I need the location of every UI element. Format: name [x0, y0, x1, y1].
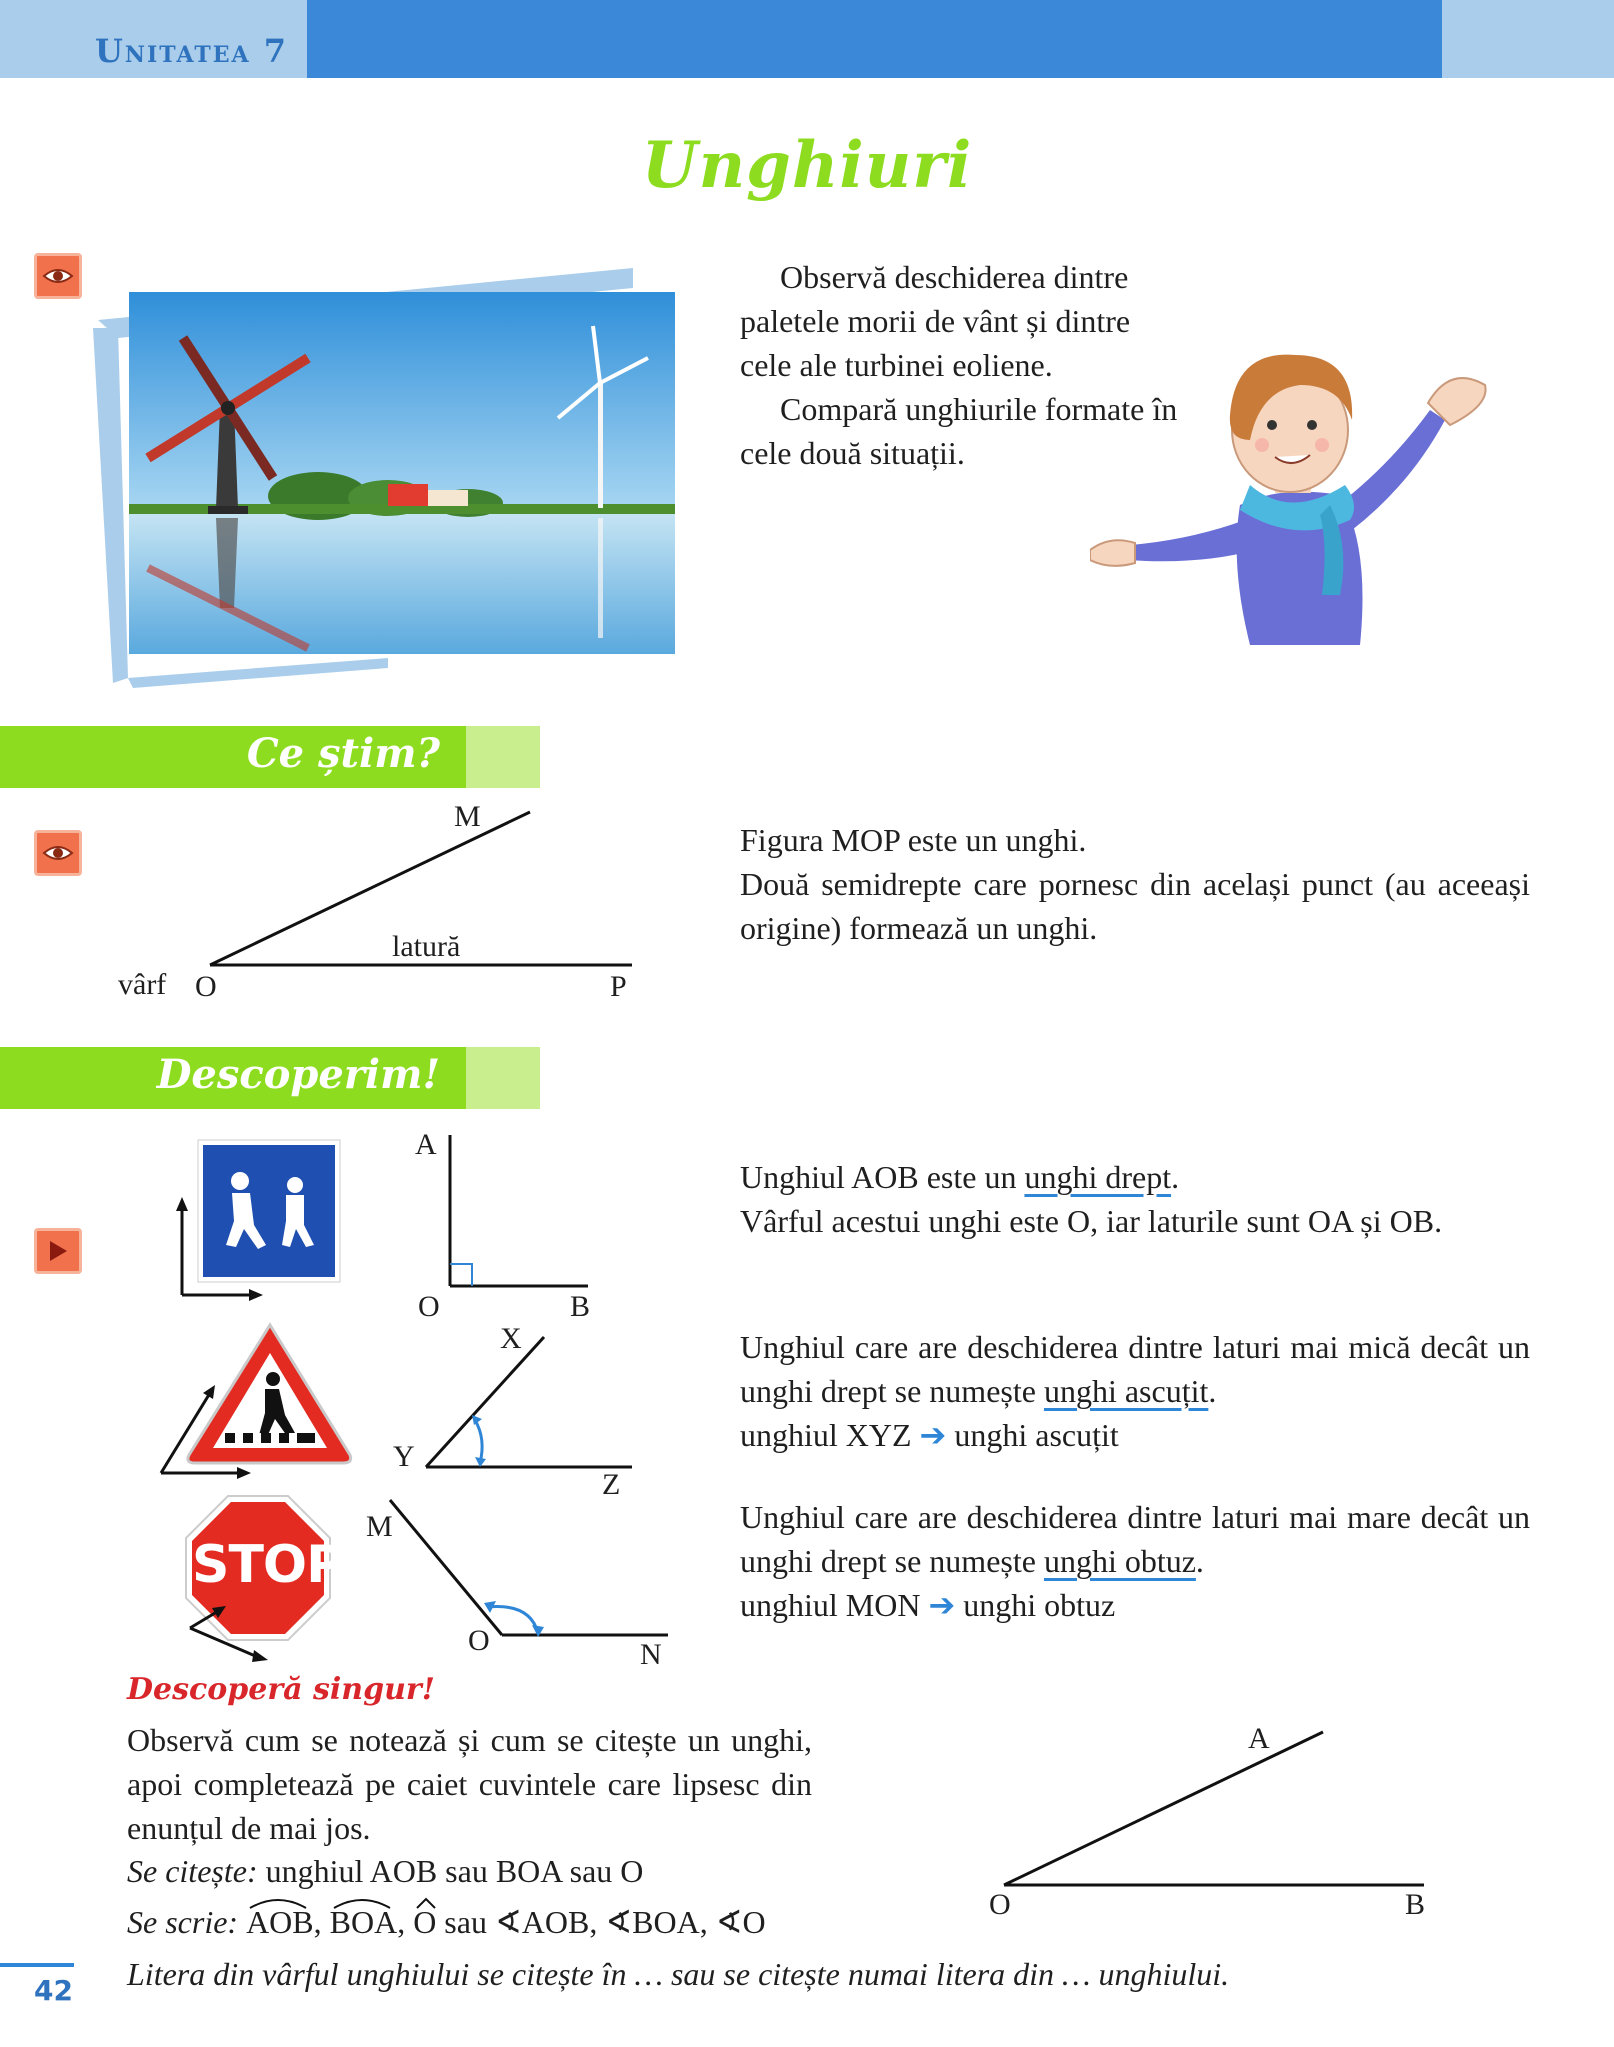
- section-heading-descoperim: [0, 1047, 540, 1109]
- point-label-o: O: [418, 1290, 440, 1323]
- stop-sign-label: STOP: [192, 1535, 344, 1595]
- intro-paragraph-2: Compară unghiurile formate în cele două situații.: [740, 391, 1178, 471]
- write-label: Se scrie:: [127, 1904, 239, 1940]
- boy-illustration: [1090, 345, 1500, 655]
- discover-read-line: [127, 1849, 927, 1893]
- right-angle-text: [740, 1155, 1530, 1243]
- point-label-o: O: [195, 970, 217, 1003]
- right-angle-line-2: Vârful acestui unghi este O, iar laturile sunt OA și OB.: [740, 1203, 1443, 1239]
- angle-aob-figure: [420, 1130, 620, 1300]
- point-label-b: B: [1405, 1888, 1426, 1921]
- section-heading-ce-stim: [0, 726, 540, 788]
- right-angle-post: .: [1171, 1159, 1180, 1195]
- page-number: 42: [34, 1974, 73, 2007]
- read-value: unghiul AOB sau BOA sau O: [265, 1853, 644, 1889]
- term-obtuse-angle: unghi obtuz: [1043, 1543, 1196, 1579]
- page-number-line: [0, 1963, 74, 1967]
- point-label-a: A: [1248, 1722, 1270, 1755]
- obtuse-example-right: unghi obtuz: [963, 1587, 1116, 1623]
- angle-aob-bottom-figure: [980, 1720, 1440, 1900]
- read-label: Se citește:: [127, 1853, 258, 1889]
- point-label-y: Y: [393, 1440, 415, 1473]
- point-label-b: B: [570, 1290, 591, 1323]
- obtuse-angle-text: [740, 1495, 1530, 1627]
- unit-label: Unitatea 7: [95, 32, 288, 70]
- angle-mon-figure: [380, 1495, 680, 1655]
- acute-angle-text: [740, 1325, 1530, 1457]
- term-acute-angle: unghi ascuțit: [1043, 1373, 1209, 1409]
- obtuse-angle-pre: Unghiul care are deschiderea dintre laturi mai mare decât un unghi drept se numește: [740, 1499, 1530, 1579]
- discover-write-line: Se scrie: AOB, BOA, O sau ∢AOB, ∢BOA, ∢O: [127, 1900, 927, 1944]
- term-right-angle: unghi drept: [1024, 1159, 1172, 1195]
- section-heading-text: Descoperim!: [156, 1051, 440, 1098]
- obtuse-angle-post: .: [1195, 1543, 1204, 1579]
- notation-aob: AOB: [246, 1900, 314, 1944]
- play-button[interactable]: [34, 1228, 82, 1274]
- obtuse-example-left: unghiul MON: [740, 1587, 921, 1623]
- acute-angle-pre: Unghiul care are deschiderea dintre laturi mai mică decât un unghi drept se numește: [740, 1329, 1530, 1409]
- point-label-a: A: [415, 1128, 437, 1161]
- point-label-n: N: [640, 1638, 662, 1671]
- notation-o: O: [413, 1900, 436, 1944]
- section-heading-text: Ce știm?: [246, 730, 440, 777]
- angle-mop-figure: [0, 790, 680, 1010]
- discover-final-sentence: Litera din vârful unghiului se citește în … sau se citește numai litera din … unghiului.: [127, 1956, 1230, 1992]
- point-label-o: O: [989, 1888, 1011, 1921]
- discover-text: Observă cum se notează și cum se citește un unghi, apoi completează pe caiet cuvintele care lipsesc din enunțul de mai jos.: [127, 1722, 812, 1846]
- play-icon: [47, 1239, 69, 1263]
- pedestrian-crossing-sign: [155, 1315, 365, 1485]
- section1-line-1: Figura MOP este un unghi.: [740, 822, 1087, 858]
- vertex-label: vârf: [118, 968, 167, 1001]
- angle-xyz-figure: [410, 1325, 650, 1485]
- point-label-o: O: [468, 1624, 490, 1657]
- discover-title: Descoperă singur!: [127, 1672, 435, 1707]
- acute-example-right: unghi ascuțit: [954, 1417, 1119, 1453]
- eye-icon: [42, 266, 74, 286]
- point-label-p: P: [610, 970, 627, 1003]
- children-crossing-sign: [170, 1135, 350, 1305]
- intro-paragraph-1: Observă deschiderea dintre paletele morii de vânt și dintre cele ale turbinei eoliene.: [740, 259, 1131, 383]
- acute-example-left: unghiul XYZ: [740, 1417, 912, 1453]
- point-label-x: X: [500, 1322, 522, 1355]
- arrow-right-icon: ➔: [919, 1416, 947, 1454]
- right-angle-pre: Unghiul AOB este un: [740, 1159, 1025, 1195]
- observe-eye-button[interactable]: [34, 253, 82, 299]
- header-right-band: [1442, 0, 1614, 78]
- arrow-right-icon: ➔: [928, 1586, 956, 1624]
- windmill-photo: [88, 258, 688, 698]
- notation-boa: BOA: [330, 1900, 398, 1944]
- section1-text: [740, 818, 1530, 950]
- point-label-m: M: [366, 1510, 393, 1543]
- point-label-z: Z: [602, 1468, 621, 1501]
- write-rest: sau ∢AOB, ∢BOA, ∢O: [444, 1904, 766, 1940]
- section1-line-2: Două semidrepte care pornesc din același punct (au aceeași origine) formează un unghi.: [740, 866, 1530, 946]
- lesson-title: Unghiuri: [641, 128, 973, 203]
- side-label: latură: [392, 930, 461, 963]
- point-label-m: M: [454, 800, 481, 833]
- header-band: [307, 0, 1442, 78]
- acute-angle-post: .: [1208, 1373, 1217, 1409]
